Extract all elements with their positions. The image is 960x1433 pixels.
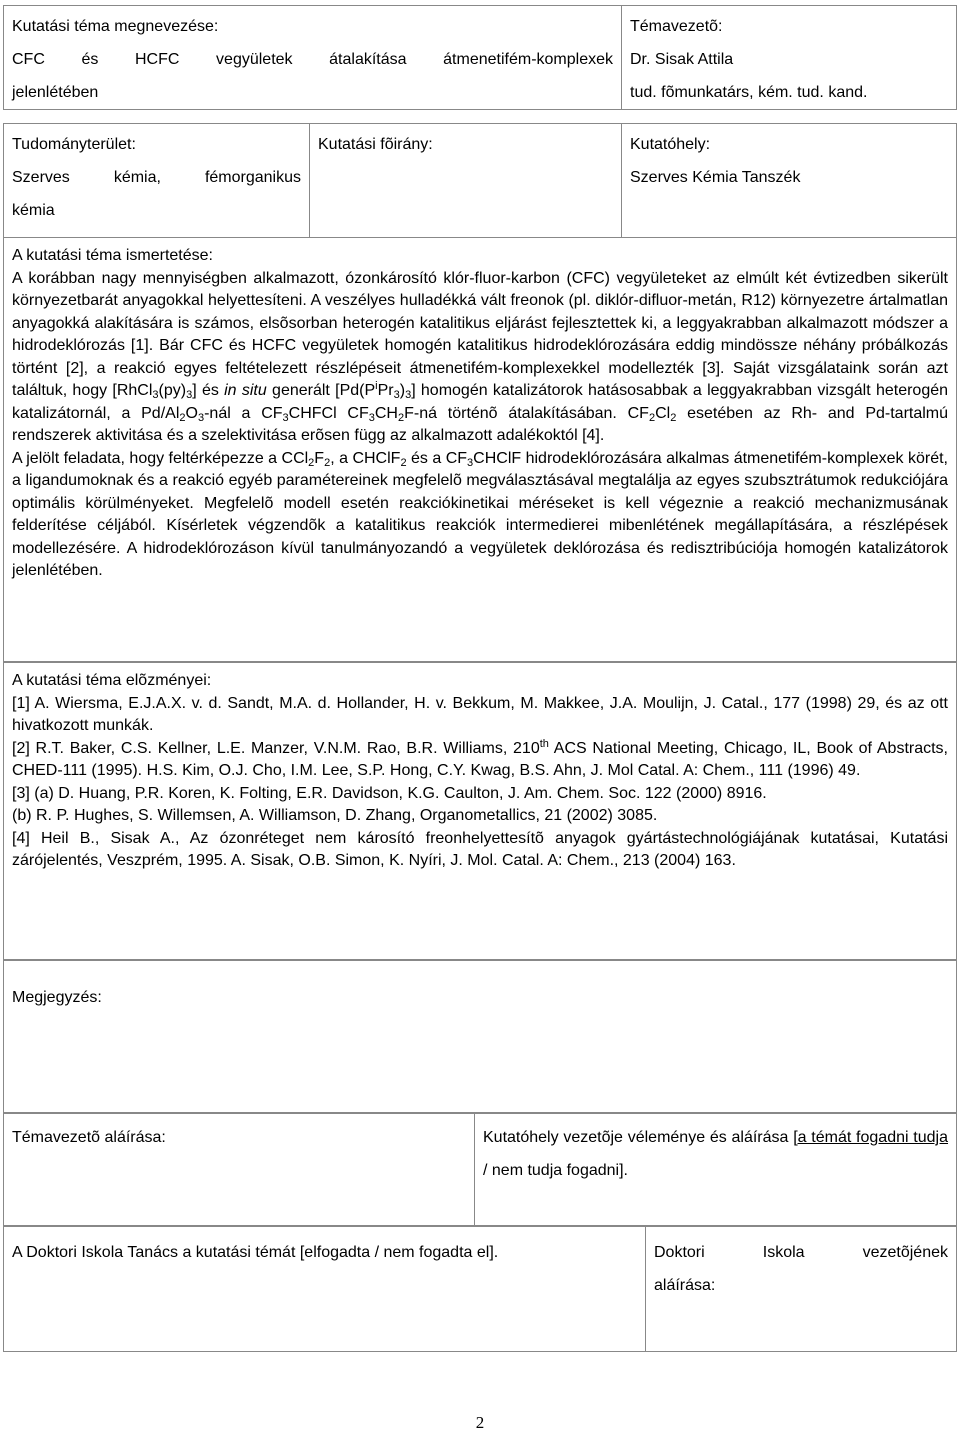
reference-4: [4] Heil B., Sisak A., Az ózonréteget nem károsító freonhelyettesítõ anyagok gyártástechnológiájának kutatásai, Kutatási zárójelentés, Veszprém, 1995. A. Sisak, O.B. Simon, K. Nyíri, J. Mol. Catal. A: Chem., 213 (2004) 163. [12, 829, 948, 869]
field-value-line2: kémia [12, 202, 55, 219]
council-text: A Doktori Iskola Tanács a kutatási témát [elfogadta / nem fogadta el]. [12, 1244, 499, 1261]
direction-cell [309, 123, 622, 238]
field-cell [3, 123, 310, 238]
head-opinion-suffix: / nem tudja fogadni]. [483, 1162, 628, 1179]
head-opinion-cell [474, 1113, 957, 1226]
reference-2: [2] R.T. Baker, C.S. Kellner, L.E. Manzer, V.N.M. Rao, B.R. Williams, 210th ACS National Meeting, Chicago, IL, Book of Abstracts, CHED-111 (1995). H.S. Kim, O.J. Cho, I.M. Lee, S.P. Hong, C.Y. Kwag, B.S. Ahn, J. Mol Catal. A: Chem., 111 (1996) 49. [12, 737, 949, 779]
direction-label: Kutatási fõirány: [318, 136, 433, 153]
topic-value-line2: jelenlétében [12, 84, 99, 101]
place-value: Szerves Kémia Tanszék [630, 169, 801, 186]
reference-3b: (b) R. P. Hughes, S. Willemsen, A. Williamson, D. Zhang, Organometallics, 21 (2002) 3085. [12, 807, 658, 824]
topic-cell [3, 5, 622, 110]
reference-1: [1] A. Wiersma, E.J.A.X. v. d. Sandt, M.A. d. Hollander, H. v. Bekkum, M. Makkee, J.A. Moulijn, J. Catal., 177 (1998) 29, és az ott hivatkozott munkák. [12, 694, 948, 734]
school-head-label-line1: Doktori Iskola vezetõjének [654, 1244, 948, 1261]
description-paragraph-1: A korábban nagy mennyiségben alkalmazott, ózonkárosító klór-fluor-karbon (CFC) vegyületeket az elmúlt két évtizedben sikerült környezetbarát anyagokkal helyettesíteni. A veszélyes hulladékká vált freonok (pl. diklór-difluor-metán, R12) környezetre ártalmatlan anyagokká alakítására is számos, elsõsorban heterogén katalitikus eljárást fejlesztettek ki, a leggyakrabban alkalmazott módszer a hidrodeklórozás [1]. Bár CFC és HCFC vegyületek homogén katalitikus hidrodeklórozására eddig mindössze néhány próbálkozás történt [2], a reakció egyes feltételezett részlépéseit átmenetifém-komplexekkel modellezték [3]. Saját vizsgálataink során azt találtuk, hogy $[RhCl_3(py)_3]$ és in situ generált $[Pd(P^iPr_3)_3]$ homogén katalizátorok hatásosabbak a leggyakrabban vizsgált heterogén katalizátornál, a $Pd/Al_2O_3$-nál a $CF_3CHFCl$ $CF_3CH_2F-ná$ történõ átalakításában. $CF_2Cl_2$ esetében az Rh- and Pd-tartalmú rendszerek aktivitása és a szelektivitása erõsen függ az alkalmazott adalékoktól [4]. [12, 269, 949, 444]
field-value-line1: Szerves kémia, fémorganikus [12, 169, 301, 186]
supervisor-name: Dr. Sisak Attila [630, 51, 734, 68]
council-cell [3, 1226, 646, 1352]
supervisor-signature-cell [3, 1113, 475, 1226]
supervisor-cell [621, 5, 957, 110]
field-label: Tudományterület: [12, 136, 136, 153]
place-label: Kutatóhely: [630, 136, 711, 153]
description-cell [3, 237, 957, 662]
head-opinion-chosen: [a témát fogadni tudja [793, 1129, 949, 1146]
notes-label: Megjegyzés: [12, 989, 102, 1006]
school-head-cell [645, 1226, 957, 1352]
topic-label: Kutatási téma megnevezése: [12, 18, 219, 35]
supervisor-title: tud. fõmunkatárs, kém. tud. kand. [630, 84, 868, 101]
head-opinion-prefix: Kutatóhely vezetõje véleménye és aláírása [483, 1129, 794, 1146]
page-number: 2 [475, 1413, 485, 1432]
reference-3a: [3] (a) D. Huang, P.R. Koren, K. Folting, E.R. Davidson, K.G. Caulton, J. Am. Chem. Soc. 122 (2000) 8916. [12, 784, 767, 802]
description-paragraph-2: A jelölt feladata, hogy feltérképezze a $CCl_2F_2$, a CHClF$_2$ és a $CF_3CHClF$ hidrodeklórozására alkalmas átmenetifém-komplexek körét, a ligandumoknak és a reakció egyéb paramétereinek megfelelõ megválasztásával megtalálja az egyes szubsztrátumok redukciójára optimális körülményeket. Megfelelõ modell esetén reakciókinetikai méréseket is kell végeznie a reakció mechanizmusának felderítése céljából. Kísérletek végzendõk a katalitikus reakciók intermedierei mibenlétének megállapítására, a részlépések modellezésére. A hidrodeklórozáson kívül tanulmányozandó a vegyületek deklórozása és redisztribúciója homogén katalizátorok jelenlétében. [12, 449, 948, 579]
notes-cell [3, 960, 957, 1113]
topic-value-line1: CFC és HCFC vegyületek átalakítása átmenetifém-komplexek [12, 51, 613, 68]
references-label: A kutatási téma elõzményei: [12, 672, 212, 689]
supervisor-label: Témavezetõ: [630, 18, 723, 35]
supervisor-signature-label: Témavezetõ aláírása: [12, 1129, 166, 1146]
description-label: A kutatási téma ismertetése: [12, 247, 213, 264]
references-cell [3, 662, 957, 960]
place-cell [621, 123, 957, 238]
school-head-label-line2: aláírása: [654, 1277, 716, 1294]
